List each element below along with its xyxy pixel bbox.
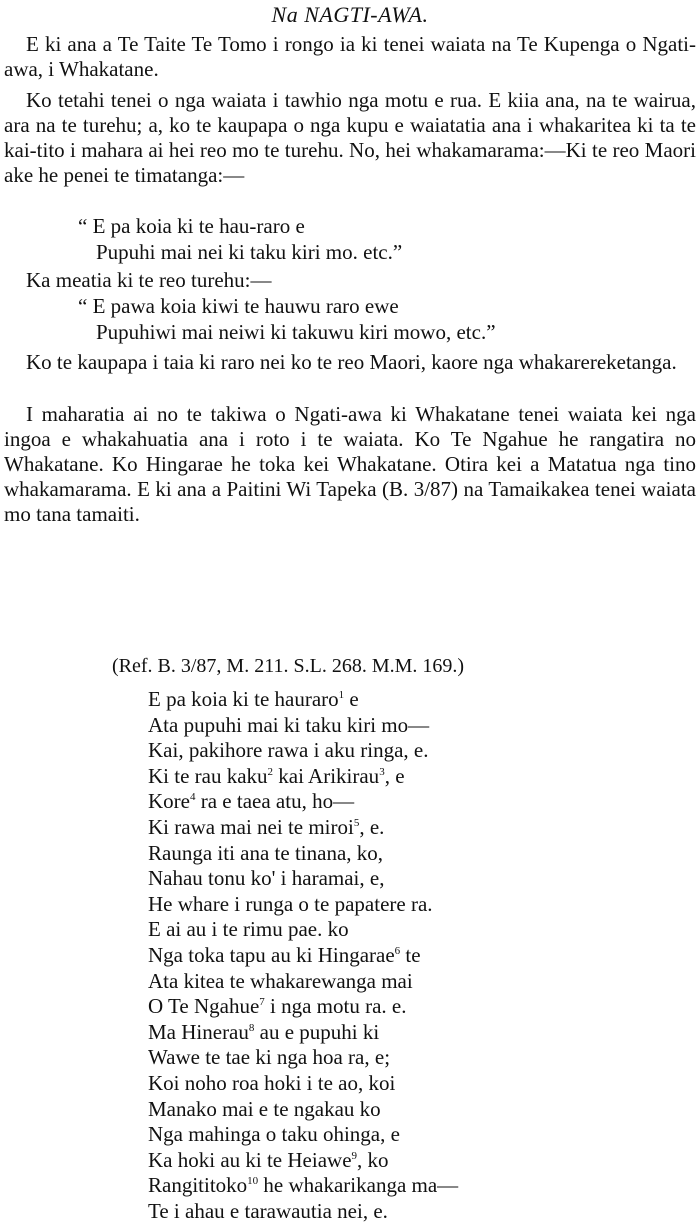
quote-line: “ E pawa koia kiwi te hauwu raro ewe <box>78 294 399 318</box>
poem-line-text: Ata kitea te whakarewanga mai <box>148 968 413 993</box>
poem-line <box>148 1097 458 1123</box>
poem-line-text: Kore <box>148 789 190 814</box>
poem-line <box>148 713 458 739</box>
paragraph-origin: I maharatia ai no te takiwa o Ngati-awa ki Whakatane tenei waiata kei nga ingoa e whakahuatia ana i roto i te waiata. Ko Te Ngahue he rangatira no Whakatane. Ko Hingarae he toka kei Whakatane. Otira kei a Matatua nga tino whakamarama. E ki ana a Paitini Wi Tapeka (B. 3/87) na Tamaikakea tenei waiata mo tana tamaiti. <box>4 402 696 526</box>
poem-line-text: E pa koia ki te hauraro <box>148 687 339 711</box>
footnote-marker: 6 <box>394 944 401 957</box>
poem-line <box>148 892 458 918</box>
poem-line <box>148 1122 458 1148</box>
poem-line-text: he whakarikanga ma— <box>258 1173 459 1198</box>
poem-line <box>148 1199 458 1224</box>
poem-line <box>148 738 458 764</box>
poem-line <box>148 764 458 790</box>
poem-line-text: Raunga iti ana te tinana, ko, <box>148 840 384 865</box>
poem-line-text: Ka hoki au ki te Heiawe <box>148 1147 352 1172</box>
footnote-marker: 7 <box>259 996 265 1009</box>
poem-line <box>148 1071 458 1097</box>
poem-line <box>148 969 458 995</box>
poem-line <box>148 1020 458 1046</box>
poem-line-text: Kai, pakihore rawa i aku ringa, e. <box>148 738 429 763</box>
poem-line <box>148 866 458 892</box>
poem-line-text: He whare i runga o te papatere ra. <box>148 891 433 916</box>
poem-line-text: Ma Hinerau <box>148 1019 249 1044</box>
poem-line <box>148 994 458 1020</box>
reference-citation: (Ref. B. 3/87, M. 211. S.L. 268. M.M. 169.) <box>112 655 465 677</box>
quote-line: Pupuhi mai nei ki taku kiri mo. etc.” <box>96 240 403 264</box>
poem-line-text: , ko <box>357 1147 389 1172</box>
poem-line-text: au e pupuhi ki <box>254 1019 380 1044</box>
poem-line-text: ra e taea atu, ho— <box>195 789 355 814</box>
poem-line-text: Te i ahau e tarawautia nei, e. <box>148 1198 388 1223</box>
poem-line-text: , e. <box>359 814 385 839</box>
poem-line-text: Ki rawa mai nei te miroi <box>148 814 354 839</box>
poem-line <box>148 815 458 841</box>
poem-line-text: , e <box>384 763 405 788</box>
poem-line <box>148 943 458 969</box>
page-title: Na NAGTI-AWA. <box>271 2 429 27</box>
poem-line <box>148 1148 458 1174</box>
poem-line-text: Ki te rau kaku <box>148 763 268 788</box>
poem-text <box>148 687 458 1224</box>
poem-line <box>148 1173 458 1199</box>
poem-line-text: Rangititoko <box>148 1173 248 1198</box>
footnote-marker: 1 <box>338 689 345 701</box>
footnote-marker: 4 <box>189 791 196 804</box>
poem-line-text: Nahau tonu ko' i haramai, e, <box>148 866 385 891</box>
footnote-marker: 9 <box>351 1149 358 1162</box>
poem-line <box>148 1045 458 1071</box>
quote-line: “ E pa koia ki te hau-raro e <box>78 214 305 238</box>
poem-line-text: Nga toka tapu au ki Hingarae <box>148 942 395 967</box>
footnote-marker: 8 <box>248 1021 255 1034</box>
poem-line-text: O Te Ngahue <box>148 994 260 1019</box>
poem-line-text: Nga mahinga o taku ohinga, e <box>148 1122 400 1147</box>
paragraph-intro: E ki ana a Te Taite Te Tomo i rongo ia ki tenei waiata na Te Kupenga o Ngati-awa, i Whakatane. <box>4 32 696 81</box>
footnote-marker: 5 <box>353 816 360 829</box>
poem-line-text: E ai au i te rimu pae. ko <box>148 917 349 942</box>
poem-line-text: Koi noho roa hoki i te ao, koi <box>148 1070 396 1095</box>
poem-line <box>148 917 458 943</box>
poem-line <box>148 841 458 867</box>
footnote-marker: 3 <box>379 765 385 778</box>
poem-line-text: Wawe te tae ki nga hoa ra, e; <box>148 1045 391 1070</box>
paragraph-note: Ko te kaupapa i taia ki raro nei ko te reo Maori, kaore nga whakarereketanga. <box>26 350 677 374</box>
poem-line-text: kai Arikirau <box>273 763 380 788</box>
poem-line-text: i nga motu ra. e. <box>264 994 407 1019</box>
poem-line-text: Ata pupuhi mai ki taku kiri mo— <box>148 712 430 737</box>
poem-line-text: te <box>400 942 421 967</box>
poem-line <box>148 789 458 815</box>
paragraph-description: Ko tetahi tenei o nga waiata i tawhio nga motu e rua. E kiia ana, na te wairua, ara na te turehu; a, ko te kaupapa o nga kupu e waiatatia ana i whakaritea ki ta te kai-tito i mahara ai hei reo mo te turehu. No, hei whakamarama:—Ki te reo Maori ake he penei te timatanga:— <box>4 88 696 187</box>
poem-line-text: Manako mai e te ngakau ko <box>148 1096 381 1121</box>
footnote-marker: 2 <box>267 765 274 778</box>
poem-line-text: e <box>344 687 359 711</box>
footnote-marker: 10 <box>247 1175 259 1188</box>
paragraph-text: Ka meatia ki te reo turehu:— <box>26 268 272 292</box>
poem-line <box>148 687 458 713</box>
quote-line: Pupuhiwi mai neiwi ki takuwu kiri mowo, etc.” <box>96 320 496 344</box>
